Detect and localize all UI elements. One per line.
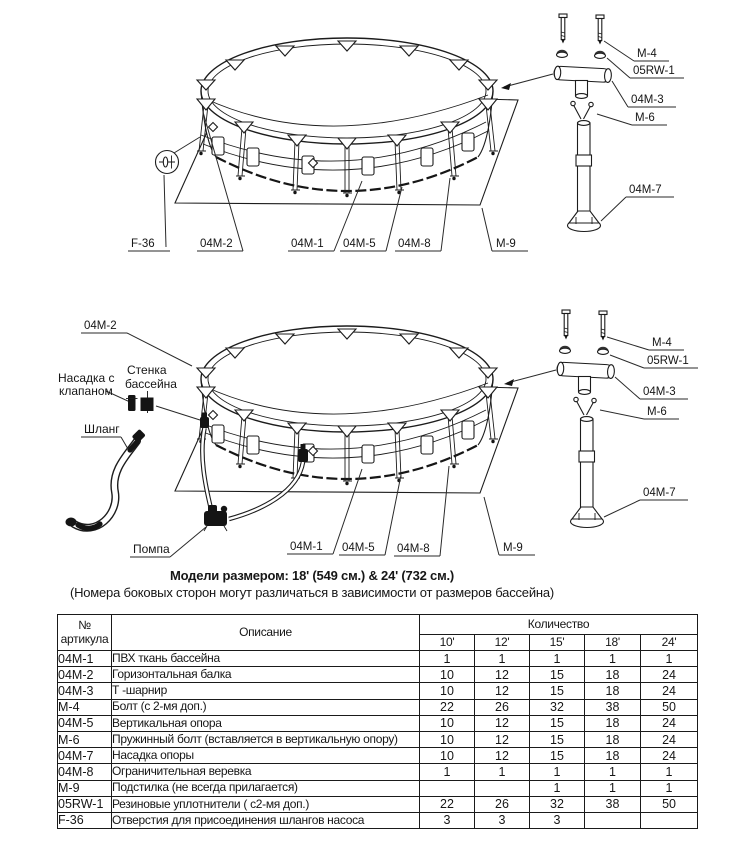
cell-description: Т -шарнир: [112, 683, 420, 699]
header-article-line2: артикула: [60, 631, 109, 646]
cell-qty-12: 26: [475, 699, 530, 715]
cell-qty-18: 1: [585, 764, 641, 780]
callout-m9-mid: M-9: [503, 542, 523, 554]
cell-qty-24: 1: [641, 651, 698, 667]
cell-qty-18: 1: [585, 651, 641, 667]
cell-qty-10: 10: [420, 683, 475, 699]
callout-04m5-mid: 04M-5: [342, 542, 375, 554]
cell-qty-15: 3: [530, 812, 585, 828]
cell-qty-15: 1: [530, 651, 585, 667]
cell-article: 05RW-1: [58, 796, 112, 812]
cell-qty-10: 3: [420, 812, 475, 828]
cell-qty-15: 15: [530, 667, 585, 683]
cell-article: 04M-7: [58, 748, 112, 764]
cell-description: Отверстия для присоединения шлангов насоса: [112, 812, 420, 828]
cell-qty-18: 18: [585, 748, 641, 764]
cell-qty-24: 24: [641, 748, 698, 764]
callout-05rw1-top: 05RW-1: [633, 65, 675, 77]
table-row: [58, 715, 698, 731]
cell-description: Резиновые уплотнители ( с2-мя доп.): [112, 796, 420, 812]
models-subtitle: (Номера боковых сторон могут различаться в зависимости от размеров бассейна): [69, 585, 555, 600]
cell-article: M-9: [58, 780, 112, 796]
header-size-18: 18': [585, 635, 641, 651]
leader-04m7-top: [601, 197, 674, 221]
table-row: [58, 731, 698, 747]
cell-description: ПВХ ткань бассейна: [112, 651, 420, 667]
table-row: [58, 748, 698, 764]
diagram-middle: [58, 310, 698, 557]
cell-qty-24: 1: [641, 764, 698, 780]
callout-04m3-mid: 04M-3: [643, 386, 676, 398]
cell-qty-10: 10: [420, 748, 475, 764]
diagram-top: [128, 14, 684, 251]
callout-04m3-top: 04M-3: [631, 94, 664, 106]
cell-description: Болт (с 2-мя доп.): [112, 699, 420, 715]
table-row: [58, 764, 698, 780]
cell-qty-12: 1: [475, 764, 530, 780]
callout-04m1-top: 04M-1: [291, 238, 324, 250]
leader-hose: [81, 437, 128, 449]
callout-04m2-mid: 04M-2: [84, 320, 117, 332]
cell-qty-10: 10: [420, 667, 475, 683]
callout-04m7-mid: 04M-7: [643, 487, 676, 499]
table-row: [58, 667, 698, 683]
cell-article: 04M-8: [58, 764, 112, 780]
cell-description: Вертикальная опора: [112, 715, 420, 731]
table-row: [58, 812, 698, 828]
callout-m9-top: M-9: [496, 238, 516, 250]
cell-qty-24: 24: [641, 667, 698, 683]
hose-illustration: [66, 429, 146, 528]
models-title: Модели размером: 18' (549 см.) & 24' (732 см.): [169, 568, 455, 583]
cell-qty-10: 10: [420, 731, 475, 747]
leader-04m7-mid: [604, 500, 688, 517]
callout-04m1-mid: 04M-1: [290, 541, 323, 553]
cell-description: Насадка опоры: [112, 748, 420, 764]
cell-qty-15: 15: [530, 748, 585, 764]
cell-qty-15: 1: [530, 780, 585, 796]
callout-f36: F-36: [131, 238, 155, 250]
cell-article: 04M-3: [58, 683, 112, 699]
cell-qty-12: 26: [475, 796, 530, 812]
callout-05rw1-mid: 05RW-1: [647, 355, 689, 367]
leader-nozzle-to-wall: [156, 406, 200, 420]
cell-qty-12: 3: [475, 812, 530, 828]
cell-qty-12: 12: [475, 731, 530, 747]
annotation-nozzle-line2: клапаном: [59, 384, 113, 398]
cell-article: 04M-1: [58, 651, 112, 667]
callout-04m7-top: 04M-7: [629, 184, 662, 196]
cell-qty-24: 24: [641, 683, 698, 699]
cell-qty-10: [420, 780, 475, 796]
cell-description: Ограничительная веревка: [112, 764, 420, 780]
cell-article: M-6: [58, 731, 112, 747]
table-row: [58, 683, 698, 699]
annotation-wall-line2: бассейна: [125, 377, 177, 391]
cell-qty-18: 18: [585, 731, 641, 747]
callout-04m2-top: 04M-2: [200, 238, 233, 250]
cell-qty-15: 15: [530, 715, 585, 731]
leader-m6-top: [597, 114, 667, 125]
cell-qty-12: 1: [475, 651, 530, 667]
cell-qty-12: 12: [475, 667, 530, 683]
callout-04m8-top: 04M-8: [398, 238, 431, 250]
callout-m4-top: M-4: [637, 48, 657, 60]
cell-qty-18: 38: [585, 699, 641, 715]
cell-qty-12: 12: [475, 715, 530, 731]
cell-qty-10: 1: [420, 764, 475, 780]
annotation-nozzle-line1: Насадка с: [58, 371, 115, 385]
callout-04m5-top: 04M-5: [343, 238, 376, 250]
pump-illustration: [204, 505, 227, 531]
annotation-pump: Помпа: [133, 542, 170, 556]
header-size-12: 12': [475, 635, 530, 651]
cell-qty-10: 1: [420, 651, 475, 667]
valve-nozzle: [126, 395, 154, 411]
cell-qty-15: 15: [530, 731, 585, 747]
cell-qty-15: 15: [530, 683, 585, 699]
cell-qty-24: 50: [641, 699, 698, 715]
cell-qty-18: 18: [585, 715, 641, 731]
cell-qty-12: 12: [475, 683, 530, 699]
cell-qty-10: 10: [420, 715, 475, 731]
leader-m6-mid: [600, 410, 679, 419]
annotation-wall-line1: Стенка: [127, 363, 167, 377]
cell-qty-24: 24: [641, 715, 698, 731]
header-size-24: 24': [641, 635, 698, 651]
cell-article: 04M-5: [58, 715, 112, 731]
cell-description: Горизонтальная балка: [112, 667, 420, 683]
cell-qty-15: 32: [530, 699, 585, 715]
cell-qty-18: 1: [585, 780, 641, 796]
cell-qty-15: 1: [530, 764, 585, 780]
header-quantity: Количество: [420, 615, 698, 635]
callout-m4-mid: M-4: [652, 337, 672, 349]
cell-qty-18: 38: [585, 796, 641, 812]
table-row: [58, 796, 698, 812]
parts-table: [57, 614, 698, 829]
cell-article: 04M-2: [58, 667, 112, 683]
cell-qty-18: 18: [585, 683, 641, 699]
cell-qty-12: 12: [475, 748, 530, 764]
table-row: [58, 699, 698, 715]
cell-qty-18: [585, 812, 641, 828]
header-size-10: 10': [420, 635, 475, 651]
cell-qty-12: [475, 780, 530, 796]
annotation-hose: Шланг: [84, 422, 120, 436]
cell-qty-15: 32: [530, 796, 585, 812]
callout-m6-top: M-6: [635, 112, 655, 124]
cell-qty-18: 18: [585, 667, 641, 683]
cell-qty-24: 50: [641, 796, 698, 812]
callout-04m8-mid: 04M-8: [397, 543, 430, 555]
cell-qty-10: 22: [420, 699, 475, 715]
leader-04m2-mid: [81, 333, 192, 366]
cell-qty-10: 22: [420, 796, 475, 812]
header-description: Описание: [112, 615, 420, 651]
cell-description: Подстилка (не всегда прилагается): [112, 780, 420, 796]
header-article-line1: №: [78, 618, 91, 633]
callout-m6-mid: M-6: [647, 406, 667, 418]
cell-description: Пружинный болт (вставляется в вертикальную опору): [112, 731, 420, 747]
cell-article: F-36: [58, 812, 112, 828]
leader-m4-mid: [607, 337, 684, 350]
cell-qty-24: [641, 812, 698, 828]
cell-article: M-4: [58, 699, 112, 715]
header-article: [58, 615, 112, 651]
cell-qty-24: 24: [641, 731, 698, 747]
table-row: [58, 651, 698, 667]
cell-qty-24: 1: [641, 780, 698, 796]
table-row: [58, 780, 698, 796]
header-size-15: 15': [530, 635, 585, 651]
